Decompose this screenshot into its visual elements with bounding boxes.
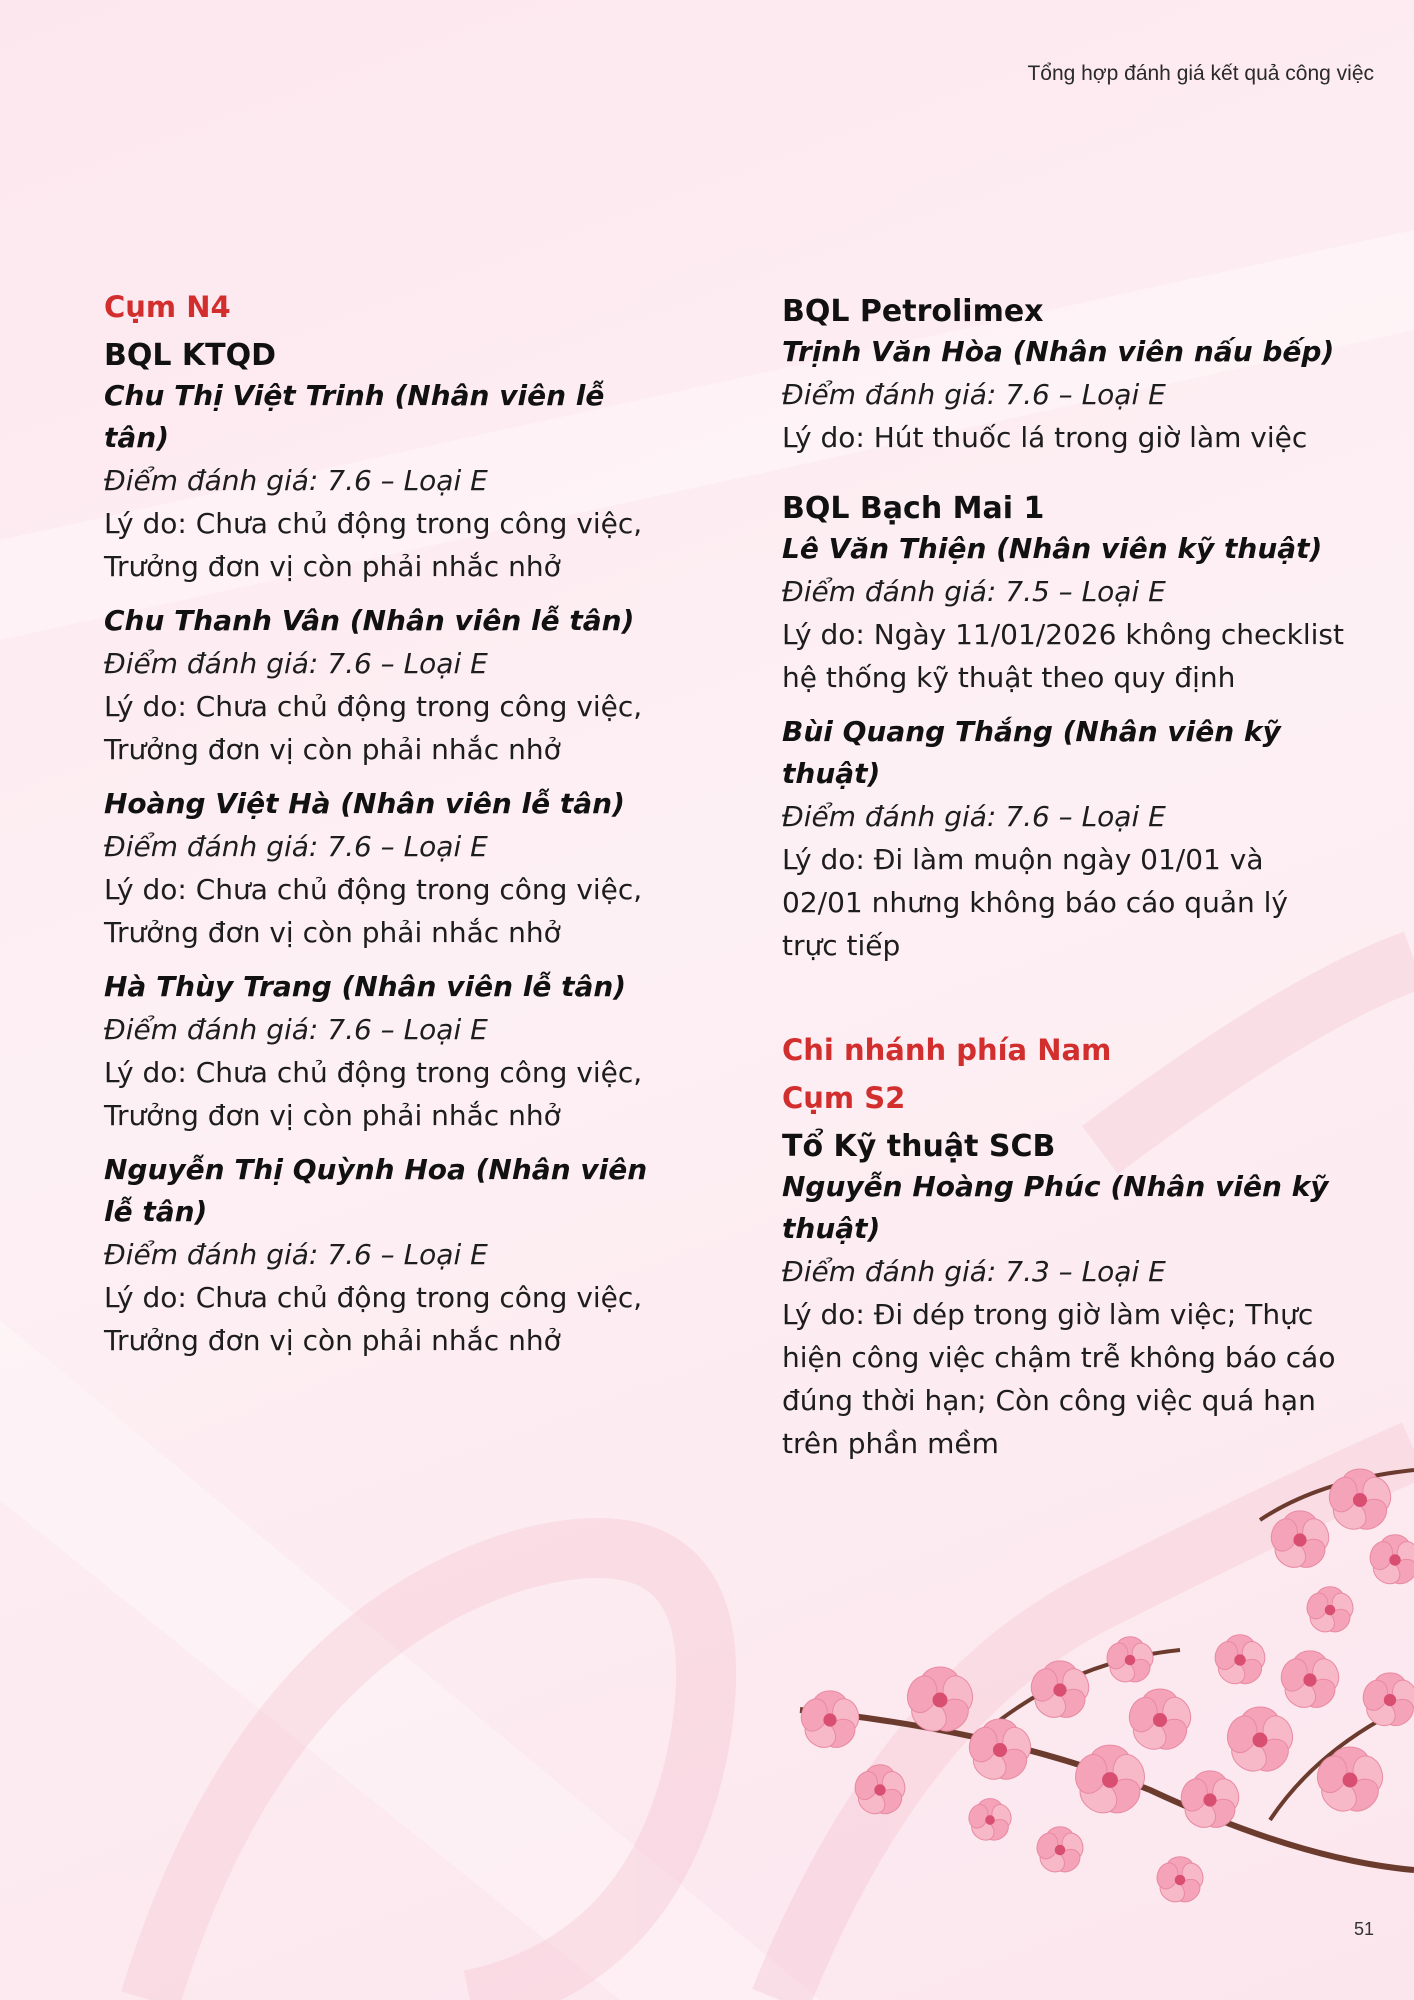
employee-name: Hoàng Việt Hà (Nhân viên lễ tân) (104, 787, 625, 820)
unit-heading: BQL Petrolimex (782, 294, 1044, 329)
employee-score: Điểm đánh giá: 7.6 – Loại E (104, 1013, 488, 1046)
employee-entry (782, 1166, 1352, 1465)
employee-name: Hà Thùy Trang (Nhân viên lễ tân) (104, 970, 627, 1003)
employee-entry (104, 966, 664, 1137)
employee-name: Trịnh Văn Hòa (Nhân viên nấu bếp) (782, 335, 1335, 368)
cluster-heading: Cụm S2 (782, 1081, 906, 1115)
employee-entry (104, 375, 664, 588)
employee-entry (104, 1149, 664, 1362)
employee-entry (782, 711, 1352, 967)
employee-name: Lê Văn Thiện (Nhân viên kỹ thuật) (782, 532, 1323, 565)
employee-reason: Lý do: Chưa chủ động trong công việc, Trưởng đơn vị còn phải nhắc nhở (104, 507, 643, 583)
employee-name: Bùi Quang Thắng (Nhân viên kỹ thuật) (782, 715, 1281, 790)
employee-name: Chu Thị Việt Trinh (Nhân viên lễ tân) (104, 379, 605, 454)
employee-name: Chu Thanh Vân (Nhân viên lễ tân) (104, 604, 635, 637)
employee-score: Điểm đánh giá: 7.6 – Loại E (104, 464, 488, 497)
employee-entry (104, 783, 664, 954)
employee-score: Điểm đánh giá: 7.6 – Loại E (104, 647, 488, 680)
employee-name: Nguyễn Thị Quỳnh Hoa (Nhân viên lễ tân) (104, 1153, 648, 1228)
employee-entry (782, 331, 1352, 459)
employee-reason: Lý do: Đi dép trong giờ làm việc; Thực hiện công việc chậm trễ không báo cáo đúng thời hạn; Còn công việc quá hạn trên phần mềm (782, 1298, 1336, 1460)
employee-reason: Lý do: Đi làm muộn ngày 01/01 và 02/01 nhưng không báo cáo quản lý trực tiếp (782, 843, 1288, 962)
employee-reason: Lý do: Chưa chủ động trong công việc, Trưởng đơn vị còn phải nhắc nhở (104, 690, 643, 766)
unit-heading: Tổ Kỹ thuật SCB (782, 1129, 1056, 1164)
left-column (104, 290, 664, 1374)
employee-name: Nguyễn Hoàng Phúc (Nhân viên kỹ thuật) (782, 1170, 1329, 1245)
employee-reason: Lý do: Chưa chủ động trong công việc, Trưởng đơn vị còn phải nhắc nhở (104, 873, 643, 949)
employee-reason: Lý do: Chưa chủ động trong công việc, Trưởng đơn vị còn phải nhắc nhở (104, 1281, 643, 1357)
right-column (782, 294, 1352, 1477)
employee-score: Điểm đánh giá: 7.5 – Loại E (782, 575, 1166, 608)
employee-reason: Lý do: Ngày 11/01/2026 không checklist hệ thống kỹ thuật theo quy định (782, 618, 1344, 694)
page-number: 51 (1353, 1919, 1374, 1939)
employee-reason: Lý do: Chưa chủ động trong công việc, Trưởng đơn vị còn phải nhắc nhở (104, 1056, 643, 1132)
employee-score: Điểm đánh giá: 7.3 – Loại E (782, 1255, 1166, 1288)
employee-reason: Lý do: Hút thuốc lá trong giờ làm việc (782, 421, 1308, 454)
employee-entry (782, 528, 1352, 699)
unit-heading: BQL Bạch Mai 1 (782, 491, 1045, 526)
employee-score: Điểm đánh giá: 7.6 – Loại E (104, 830, 488, 863)
unit-heading: BQL KTQD (104, 338, 277, 373)
cluster-heading: Cụm N4 (104, 290, 231, 324)
branch-heading: Chi nhánh phía Nam (782, 1033, 1112, 1067)
employee-score: Điểm đánh giá: 7.6 – Loại E (104, 1238, 488, 1271)
employee-score: Điểm đánh giá: 7.6 – Loại E (782, 800, 1166, 833)
employee-entry (104, 600, 664, 771)
employee-score: Điểm đánh giá: 7.6 – Loại E (782, 378, 1166, 411)
page-header: Tổng hợp đánh giá kết quả công việc (1027, 62, 1374, 85)
